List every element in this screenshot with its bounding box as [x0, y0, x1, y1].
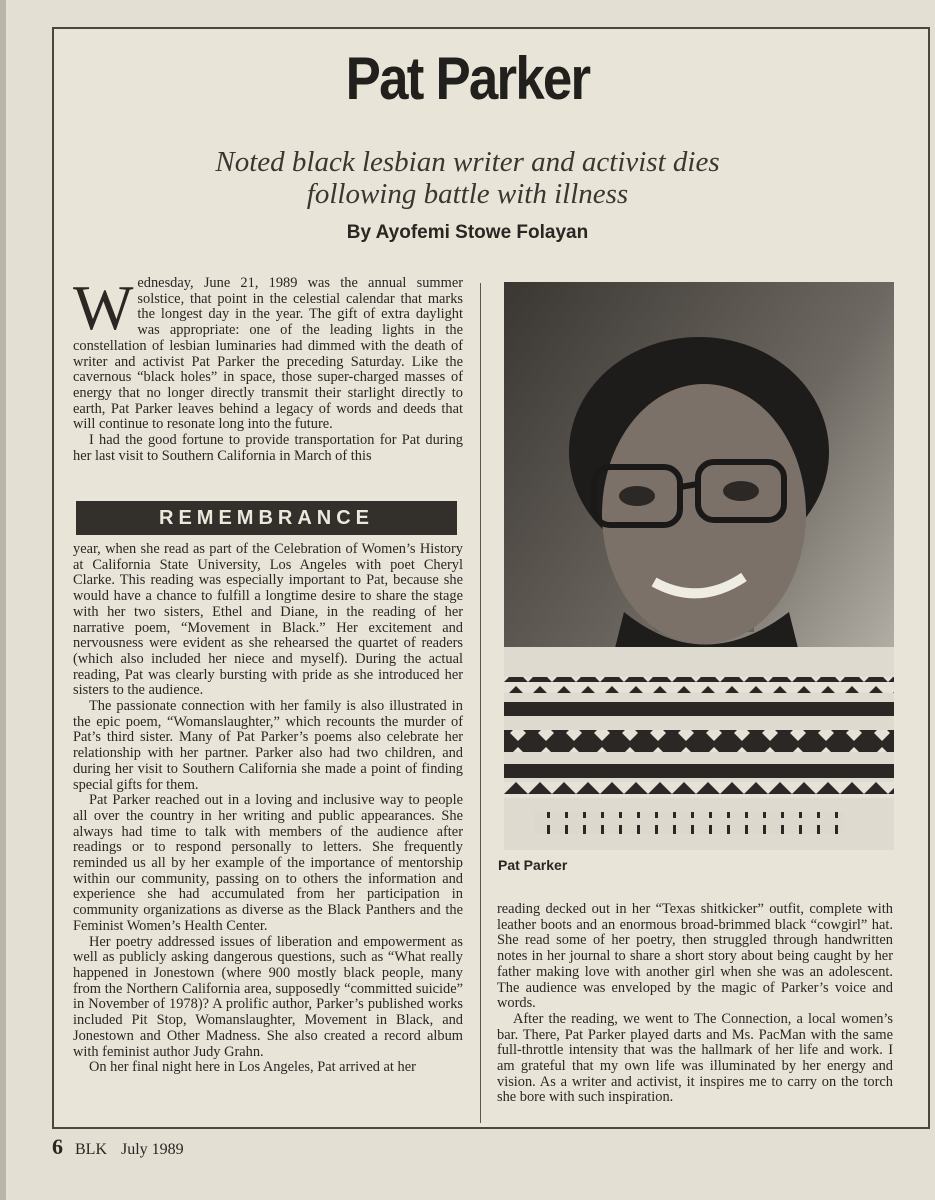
paragraph: The passionate connection with her family is also illustrated in the epic poem, “Womanslaughter,” which recounts the murder of Pat’s third sister. Many of Pat Parker’s poems also celebrate her relationship with her partner. Parker also had two children, and during her visit to Southern California she made a point of finding special gifts for them. — [73, 698, 463, 793]
lead-text: ednesday, June 21, 1989 was the annual summer solstice, that point in the celestial calendar that marks the longest day in the year. The gift of extra daylight was appropriate: one of the leading lights in the constellation of lesbian luminaries had dimmed with the death of writer and activist Pat Parker the preceding Saturday. Like the cavernous “black holes” in space, those super-charged masses of energy that no longer directly transmit their starlight directly to earth, Pat Parker leaves behind a legacy of words and deeds that will continue to resonate long into the future. — [73, 275, 463, 433]
drop-cap: W — [73, 272, 134, 343]
paragraph: On her final night here in Los Angeles, Pat arrived at her — [89, 1059, 416, 1076]
subtitle-line-1: Noted black lesbian writer and activist dies — [215, 146, 720, 178]
article-subtitle — [0, 146, 935, 210]
paragraph: year, when she read as part of the Celebration of Women’s History at California State University, Los Angeles with poet Cheryl Clarke. This reading was especially important to Pat, because she would have a chance to fulfill a longtime desire to share the stage with her two sisters, Ethel and Diane, in the reading of her narrative poem, “Movement in Black.” Her excitement and nervousness were evident as she rehearsed the quartet of readers (which also included her niece and myself). During the actual reading, Pat was clearly bursting with pride as she introduced her sisters to the audience. — [73, 541, 463, 699]
paragraph: Pat Parker reached out in a loving and inclusive way to people all over the country in her writing and public appearances. She always had time to talk with members of the audience after readings or to respond personally to letters. She frequently reminded us all by her example of the importance of mentorship within our community, passing on to others the information and experience she had accumulated from her participation in community organizations as diverse as the Black Panthers and the Feminist Women’s Health Center. — [73, 792, 463, 934]
article-title: Pat Parker — [345, 45, 590, 112]
left-column-bottom — [73, 542, 463, 1076]
paragraph: I had the good fortune to provide transportation for Pat during her last visit to Southern California in March of this — [73, 432, 463, 464]
byline: By Ayofemi Stowe Folayan — [346, 222, 589, 243]
right-column — [497, 902, 893, 1106]
paragraph: After the reading, we went to The Connection, a local women’s bar. There, Pat Parker played darts and Ms. PacMan with the same full-throttle intensity that was the hallmark of her life and work. I am grateful that my own life was illuminated by her energy and vision. As a writer and activist, it inspires me to carry on the torch she bore with such inspiration. — [497, 1010, 893, 1106]
portrait-illustration — [504, 282, 894, 850]
remembrance-banner: REMEMBRANCE — [76, 501, 457, 535]
paragraph: Her poetry addressed issues of liberation and empowerment as well as publicly asking dangerous questions, such as “What really happened in Jonestown (where 900 mostly black people, many from the Northern California area, supposedly “committed suicide” in November of 1978)? A prolific author, Parker’s published works included Pit Stop, Womanslaughter, Movement in Black, and Jonestown and Other Madness. She also created a record album with feminist author Judy Grahn. — [73, 933, 463, 1060]
publication-name: BLK — [75, 1141, 107, 1158]
paragraph: reading decked out in her “Texas shitkicker” outfit, complete with leather boots and an enormous broad-brimmed black “cowgirl” hat. She read some of her poetry, then struggled through handwritten notes in her journal to share a short story about being caught by her father making love with another girl when she was an adolescent. The audience was enveloped by the magic of Parker’s voice and words. — [497, 901, 893, 1012]
page-footer — [52, 1134, 184, 1160]
lead-paragraph — [73, 272, 463, 433]
left-column-top — [73, 272, 463, 464]
subtitle-line-2: following battle with illness — [306, 178, 629, 210]
column-divider — [480, 283, 481, 1123]
portrait-photo — [504, 282, 894, 850]
photo-caption: Pat Parker — [498, 857, 568, 873]
page-number: 6 — [52, 1134, 63, 1159]
issue-date: July 1989 — [121, 1141, 184, 1158]
